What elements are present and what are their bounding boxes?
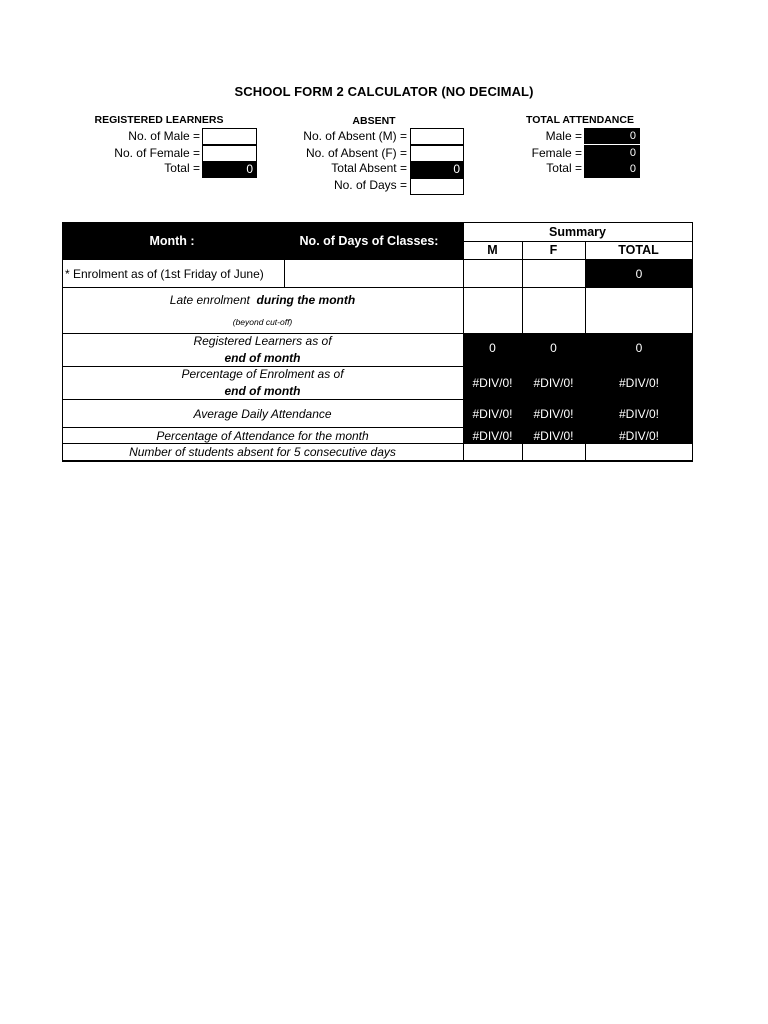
grid-line: [62, 366, 463, 367]
late-enrolment-label: [62, 290, 463, 310]
pct-attendance-f: #DIV/0!: [522, 428, 585, 444]
grid-line: [62, 399, 463, 400]
late-enrolment-note: (beyond cut-off): [232, 317, 293, 327]
absent5-total-cell[interactable]: [585, 444, 692, 460]
grid-line: [62, 443, 693, 444]
female-count-input[interactable]: [202, 145, 257, 162]
absent-heading: ABSENT: [352, 115, 396, 127]
grid-line: [62, 222, 693, 223]
female-label: No. of Female =: [114, 146, 200, 160]
registered-total-label: Total =: [164, 161, 200, 175]
absent5-m-cell[interactable]: [463, 444, 522, 460]
late-m-cell[interactable]: [463, 287, 522, 333]
absent5-f-cell[interactable]: [522, 444, 585, 460]
attendance-female-label: Female =: [531, 146, 582, 160]
grid-line: [463, 241, 693, 242]
page-title: SCHOOL FORM 2 CALCULATOR (NO DECIMAL): [234, 84, 534, 99]
attendance-male-label: Male =: [545, 129, 582, 143]
late-enrolment-label-a: Late enrolment: [169, 293, 250, 307]
pct-enrolment-label-b: end of month: [224, 383, 301, 398]
ada-label: Average Daily Attendance: [193, 406, 332, 421]
attendance-female-value: 0: [584, 145, 640, 161]
grid-line: [522, 241, 523, 462]
late-total-cell[interactable]: [585, 287, 692, 333]
pct-attendance-total: #DIV/0!: [585, 428, 693, 444]
attendance-total-value: 0: [584, 161, 640, 178]
enrolment-label: * Enrolment as of (1st Friday of June): [65, 266, 264, 281]
enrolment-f-cell[interactable]: [522, 260, 585, 287]
attendance-total-label: Total =: [546, 161, 582, 175]
grid-line: [62, 222, 63, 462]
pct-enrolment-total: #DIV/0!: [585, 366, 693, 399]
registered-eom-m: 0: [463, 333, 522, 362]
grid-line: [692, 222, 693, 462]
col-total-heading: TOTAL: [618, 243, 659, 257]
col-f-heading: F: [549, 243, 558, 257]
ada-f: #DIV/0!: [522, 399, 585, 428]
pct-enrolment-label-a: Percentage of Enrolment as of: [181, 367, 344, 381]
total-absent-label: Total Absent =: [331, 161, 407, 175]
days-of-classes-label: No. of Days of Classes:: [294, 232, 444, 250]
month-label: Month :: [122, 232, 222, 250]
ada-total: #DIV/0!: [585, 399, 693, 428]
pct-enrolment-m: #DIV/0!: [463, 366, 522, 399]
grid-line: [62, 287, 693, 288]
days-input[interactable]: [410, 178, 464, 195]
enrolment-m-cell[interactable]: [463, 260, 522, 287]
pct-attendance-label: Percentage of Attendance for the month: [156, 429, 369, 443]
registered-eom-label-a: Registered Learners as of: [193, 334, 332, 348]
registered-eom-f: 0: [522, 333, 585, 362]
enrolment-total: 0: [585, 260, 693, 287]
absent-female-label: No. of Absent (F) =: [305, 146, 407, 160]
absent-female-input[interactable]: [410, 145, 464, 162]
grid-line: [62, 460, 693, 462]
absent-male-input[interactable]: [410, 128, 464, 145]
grid-line: [62, 333, 693, 334]
grid-line: [585, 241, 586, 462]
days-label: No. of Days =: [333, 178, 407, 192]
grid-line: [62, 427, 463, 428]
registered-learners-heading: REGISTERED LEARNERS: [94, 114, 224, 126]
summary-table: [62, 222, 693, 462]
col-m-heading: M: [487, 243, 498, 257]
ada-m: #DIV/0!: [463, 399, 522, 428]
total-attendance-heading: TOTAL ATTENDANCE: [526, 114, 634, 126]
grid-line: [463, 222, 464, 462]
total-absent-value: 0: [410, 161, 464, 178]
registered-eom-label-b: end of month: [224, 350, 301, 365]
registered-eom-total: 0: [585, 333, 693, 362]
absent5-label: Number of students absent for 5 consecutive days: [129, 445, 396, 459]
male-count-input[interactable]: [202, 128, 257, 145]
late-f-cell[interactable]: [522, 287, 585, 333]
grid-line: [284, 260, 285, 287]
absent-male-label: No. of Absent (M) =: [303, 129, 407, 143]
late-enrolment-label-b: during the month: [256, 293, 356, 307]
summary-heading: Summary: [549, 225, 606, 239]
grid-line: [62, 259, 693, 260]
attendance-male-value: 0: [584, 128, 640, 144]
pct-enrolment-f: #DIV/0!: [522, 366, 585, 399]
pct-attendance-m: #DIV/0!: [463, 428, 522, 444]
registered-total-value: 0: [202, 161, 257, 178]
male-label: No. of Male =: [128, 129, 200, 143]
